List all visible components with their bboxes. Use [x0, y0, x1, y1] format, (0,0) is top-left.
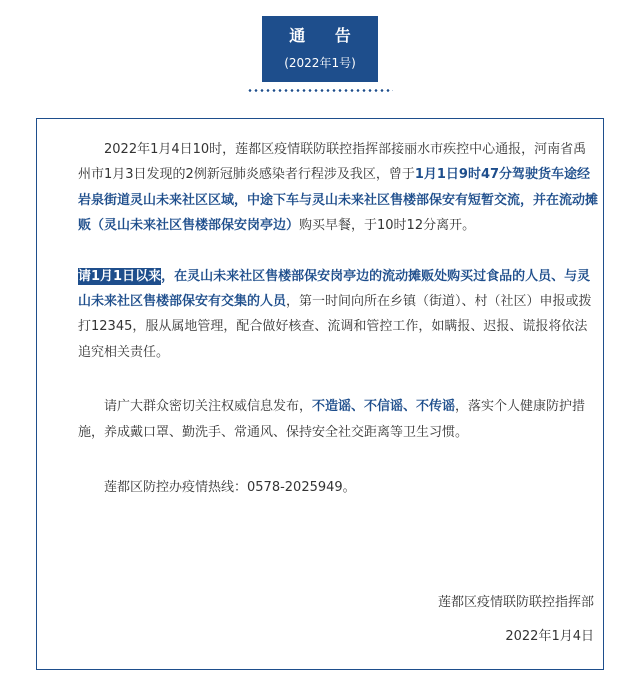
notice-number: (2022年1号): [284, 56, 356, 70]
signature-date: 2022年1月4日: [505, 629, 594, 644]
paragraph-2: [78, 264, 598, 366]
p1-text-2: 购买早餐，于10时12分离开。: [299, 218, 476, 234]
p2-highlight: 请1月1日以来: [78, 268, 162, 284]
notice-body: [78, 137, 598, 500]
signature-org: 莲都区疫情联防联控指挥部: [437, 595, 594, 610]
paragraph-1: [78, 137, 598, 239]
p3-text-1: 请广大群众密切关注权威信息发布，: [104, 399, 313, 415]
p1-emphasis: 1月1日9时47分驾驶货车途经岩泉街道灵山未来社区区域，中途下车与灵山未来社区售楼部保安有短暂交流，并在流动摊贩（灵山未来社区售楼部保安岗亭边）: [78, 167, 599, 234]
notice-title-box: [262, 16, 378, 82]
notice-title: 通 告: [289, 26, 363, 45]
paragraph-3: [78, 394, 598, 445]
decorative-dots: [247, 89, 393, 92]
p1-text-1: 2022年1月4日10时，莲都区疫情联防联控指挥部接丽水市疾控中心通报，河南省禹州市1月3日发现的2例新冠肺炎感染者行程涉及我区，曾于: [78, 142, 587, 183]
paragraph-4: [78, 475, 598, 500]
p3-text-2: ，落实个人健康防护措施，养成戴口罩、勤洗手、常通风、保持安全社交距离等卫生习惯。: [78, 399, 586, 440]
p3-emphasis: 不造谣、不信谣、不传谣: [312, 399, 456, 415]
p2-text: ，第一时间向所在乡镇（街道）、村（社区）申报或拨打12345，服从属地管理，配合做好核查、流调和管控工作，如瞒报、迟报、谎报将依法追究相关责任。: [78, 294, 592, 360]
hotline-text: 莲都区防控办疫情热线：0578-2025949。: [104, 480, 356, 496]
p2-emphasis: ，在灵山未来社区售楼部保安岗亭边的流动摊贩处购买过食品的人员、与灵山未来社区售楼部保安有交集的人员: [78, 268, 591, 310]
